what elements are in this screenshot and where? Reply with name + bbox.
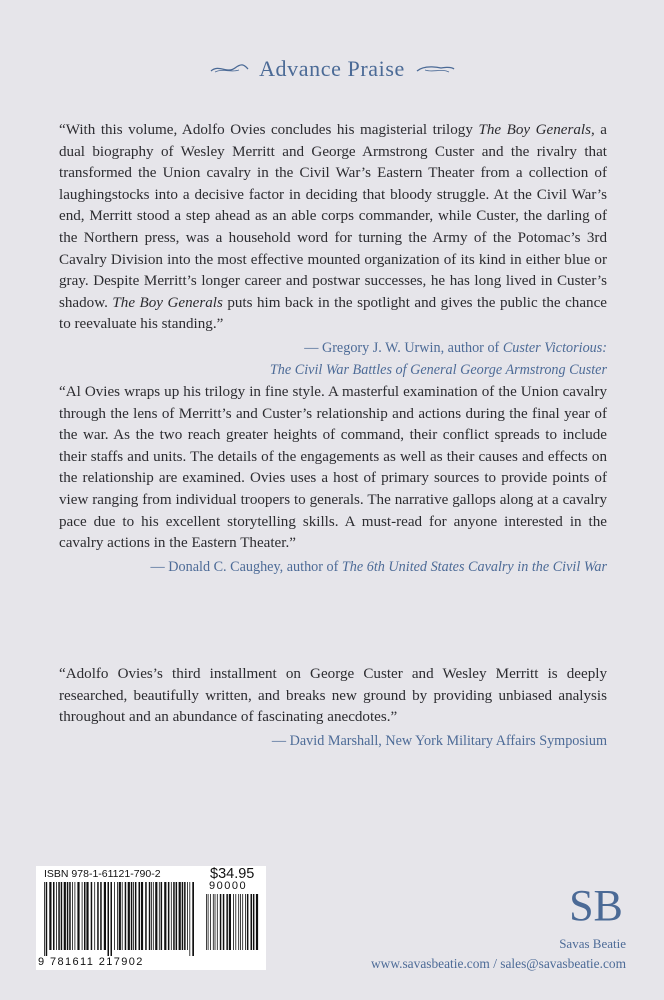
addon-digits: 90000 (209, 880, 248, 892)
barcode-bar (135, 882, 137, 950)
quote-text-part: puts him back in the spotlight and gives the public the chance to reevaluate his standing.” (59, 294, 607, 333)
barcode-bar (189, 882, 190, 956)
barcode-bar (61, 882, 63, 950)
barcode-bar (149, 882, 151, 950)
left-swash-ornament (209, 62, 249, 76)
barcode-bar (111, 882, 113, 956)
barcode-bar (128, 882, 130, 950)
ean-digits: 9 781611 217902 (38, 956, 144, 968)
barcode-bar (125, 882, 127, 950)
page-title: Advance Praise (259, 56, 405, 81)
quote-attribution: — David Marshall, New York Military Affairs Symposium (271, 732, 607, 749)
logo-letters: SB (569, 881, 623, 928)
barcode-bar (168, 882, 170, 950)
header (0, 56, 664, 82)
ean-barcode-bars (44, 882, 194, 956)
barcode-bar (206, 894, 207, 950)
quote-attribution (59, 557, 607, 579)
attribution-work: The 6th United States Cavalry in the Civil War (341, 558, 607, 575)
attribution-work: The Civil War Battles of General George Armstrong Custer (269, 361, 607, 378)
barcode-bar (117, 882, 118, 950)
barcode-bar (235, 894, 236, 950)
quote-text (59, 120, 607, 336)
barcode-bar (122, 882, 123, 950)
barcode-bar (220, 894, 222, 950)
barcode-bar (245, 894, 246, 950)
barcode-bar (64, 882, 66, 950)
barcode-bar (240, 894, 241, 950)
barcode-bar (217, 894, 218, 950)
barcode-bar (251, 894, 253, 950)
right-swash-ornament (415, 62, 455, 76)
barcode-bar (108, 882, 110, 956)
barcode-bar (182, 882, 184, 950)
publisher-name: Savas Beatie (559, 936, 626, 951)
barcode-bar (84, 882, 86, 950)
barcode-bar (247, 894, 249, 950)
addon-barcode-bars (206, 894, 260, 956)
barcode-bar (58, 882, 60, 950)
barcode-bar (238, 894, 239, 950)
barcode-bar (213, 894, 214, 950)
barcode-bar (210, 894, 211, 950)
barcode-bar (233, 894, 234, 950)
barcode-bar (139, 882, 141, 950)
barcode-bar (187, 882, 188, 950)
barcode-bar (192, 882, 194, 956)
barcode-bar (164, 882, 166, 950)
publisher-contact: www.savasbeatie.com / sales@savasbeatie.com (370, 956, 626, 971)
barcode-bar (223, 894, 225, 950)
book-title: The Boy Generals (112, 294, 223, 311)
barcode-bar (153, 882, 154, 950)
barcode-bar (159, 882, 160, 950)
barcode (36, 866, 266, 970)
praise-quote-1 (59, 120, 607, 381)
quote-text: “Al Ovies wraps up his trilogy in fine style. A masterful examination of the Union cavalry through the lens of Merritt’s and Custer’s relationship and actions during the final year of the war. As the two reach greater heights of command, their conflict spreads to include their staffs and units. The details of the engagements as well as their causes and effects on the relationship are examined. Ovies uses a host of primary sources to provide points of view ranging from individual troopers to generals. The narrative gallops along at a cavalry pace due to his excellent storytelling skills. A must-read for anyone interested in the cavalry actions in the Eastern Theater.” (59, 384, 607, 552)
barcode-bar (141, 882, 143, 950)
barcode-bar (119, 882, 121, 950)
barcode-bar (173, 882, 175, 950)
barcode-bar (131, 882, 133, 950)
attribution-author: — Gregory J. W. Urwin, author of (304, 339, 503, 356)
attribution-author: — Donald C. Caughey, author of (150, 558, 342, 575)
barcode-bar (184, 882, 186, 950)
barcode-bar (82, 882, 83, 950)
book-title: The Boy Generals (478, 122, 591, 138)
barcode-bar (114, 882, 115, 950)
barcode-bar (256, 894, 258, 950)
barcode-bar (91, 882, 93, 950)
quote-text: “Adolfo Ovies’s third installment on George Custer and Wesley Merritt is deeply researched, beautifully written, and breaks new ground by providing unbiased analysis throughout and an abundance of fascinating anecdotes.” (59, 666, 607, 726)
barcode-bar (133, 882, 134, 950)
barcode-bar (179, 882, 181, 950)
barcode-bar (67, 882, 69, 950)
price-label: $34.95 (210, 866, 255, 882)
barcode-bar (176, 882, 178, 950)
barcode-bar (215, 894, 216, 950)
barcode-bar (97, 882, 99, 950)
praise-quote-2 (59, 382, 607, 578)
barcode-bar (253, 894, 255, 950)
barcode-bar (75, 882, 76, 950)
barcode-bar (208, 894, 209, 950)
barcode-bar (86, 882, 88, 950)
quote-attribution (59, 338, 607, 381)
barcode-bar (229, 894, 231, 950)
barcode-bar (94, 882, 95, 950)
barcode-bar (161, 882, 163, 950)
barcode-bar (44, 882, 45, 956)
barcode-bar (56, 882, 57, 950)
barcode-bar (53, 882, 55, 950)
barcode-bar (104, 882, 106, 950)
barcode-bar (77, 882, 79, 950)
attribution-work: Custer Victorious: (502, 339, 607, 356)
barcode-bar (151, 882, 152, 950)
publisher-logo (568, 880, 624, 928)
barcode-bar (171, 882, 172, 950)
barcode-bar (155, 882, 157, 950)
barcode-bar (145, 882, 147, 950)
barcode-bar (72, 882, 73, 950)
praise-quote-3 (59, 664, 607, 752)
barcode-bar (69, 882, 71, 950)
isbn-label: ISBN 978-1-61121-790-2 (44, 868, 161, 880)
barcode-bar (226, 894, 228, 950)
barcode-bar (242, 894, 243, 950)
barcode-bar (46, 882, 48, 956)
quote-text-part: “With this volume, Adolfo Ovies concludes his magisterial trilogy (59, 122, 479, 138)
quote-text-part: , a dual biography of Wesley Merritt and George Armstrong Custer and the rivalry that transformed the Union cavalry in the Civil War’s Eastern Theater from a collection of laughingstocks into a decisive factor in deciding that bloody struggle. At the Civil War’s end, Merritt stood a step ahead as an able corps commander, while Custer, the darling of the Northern press, was a household word for turning the Army of the Potomac’s 3rd Cavalry Division into the most effective mounted organization of its kind in either blue or gray. Despite Merritt’s longer career and postwar successes, he has long lived in Custer’s shadow. (59, 122, 607, 311)
barcode-bar (100, 882, 102, 950)
barcode-bar (49, 882, 51, 950)
